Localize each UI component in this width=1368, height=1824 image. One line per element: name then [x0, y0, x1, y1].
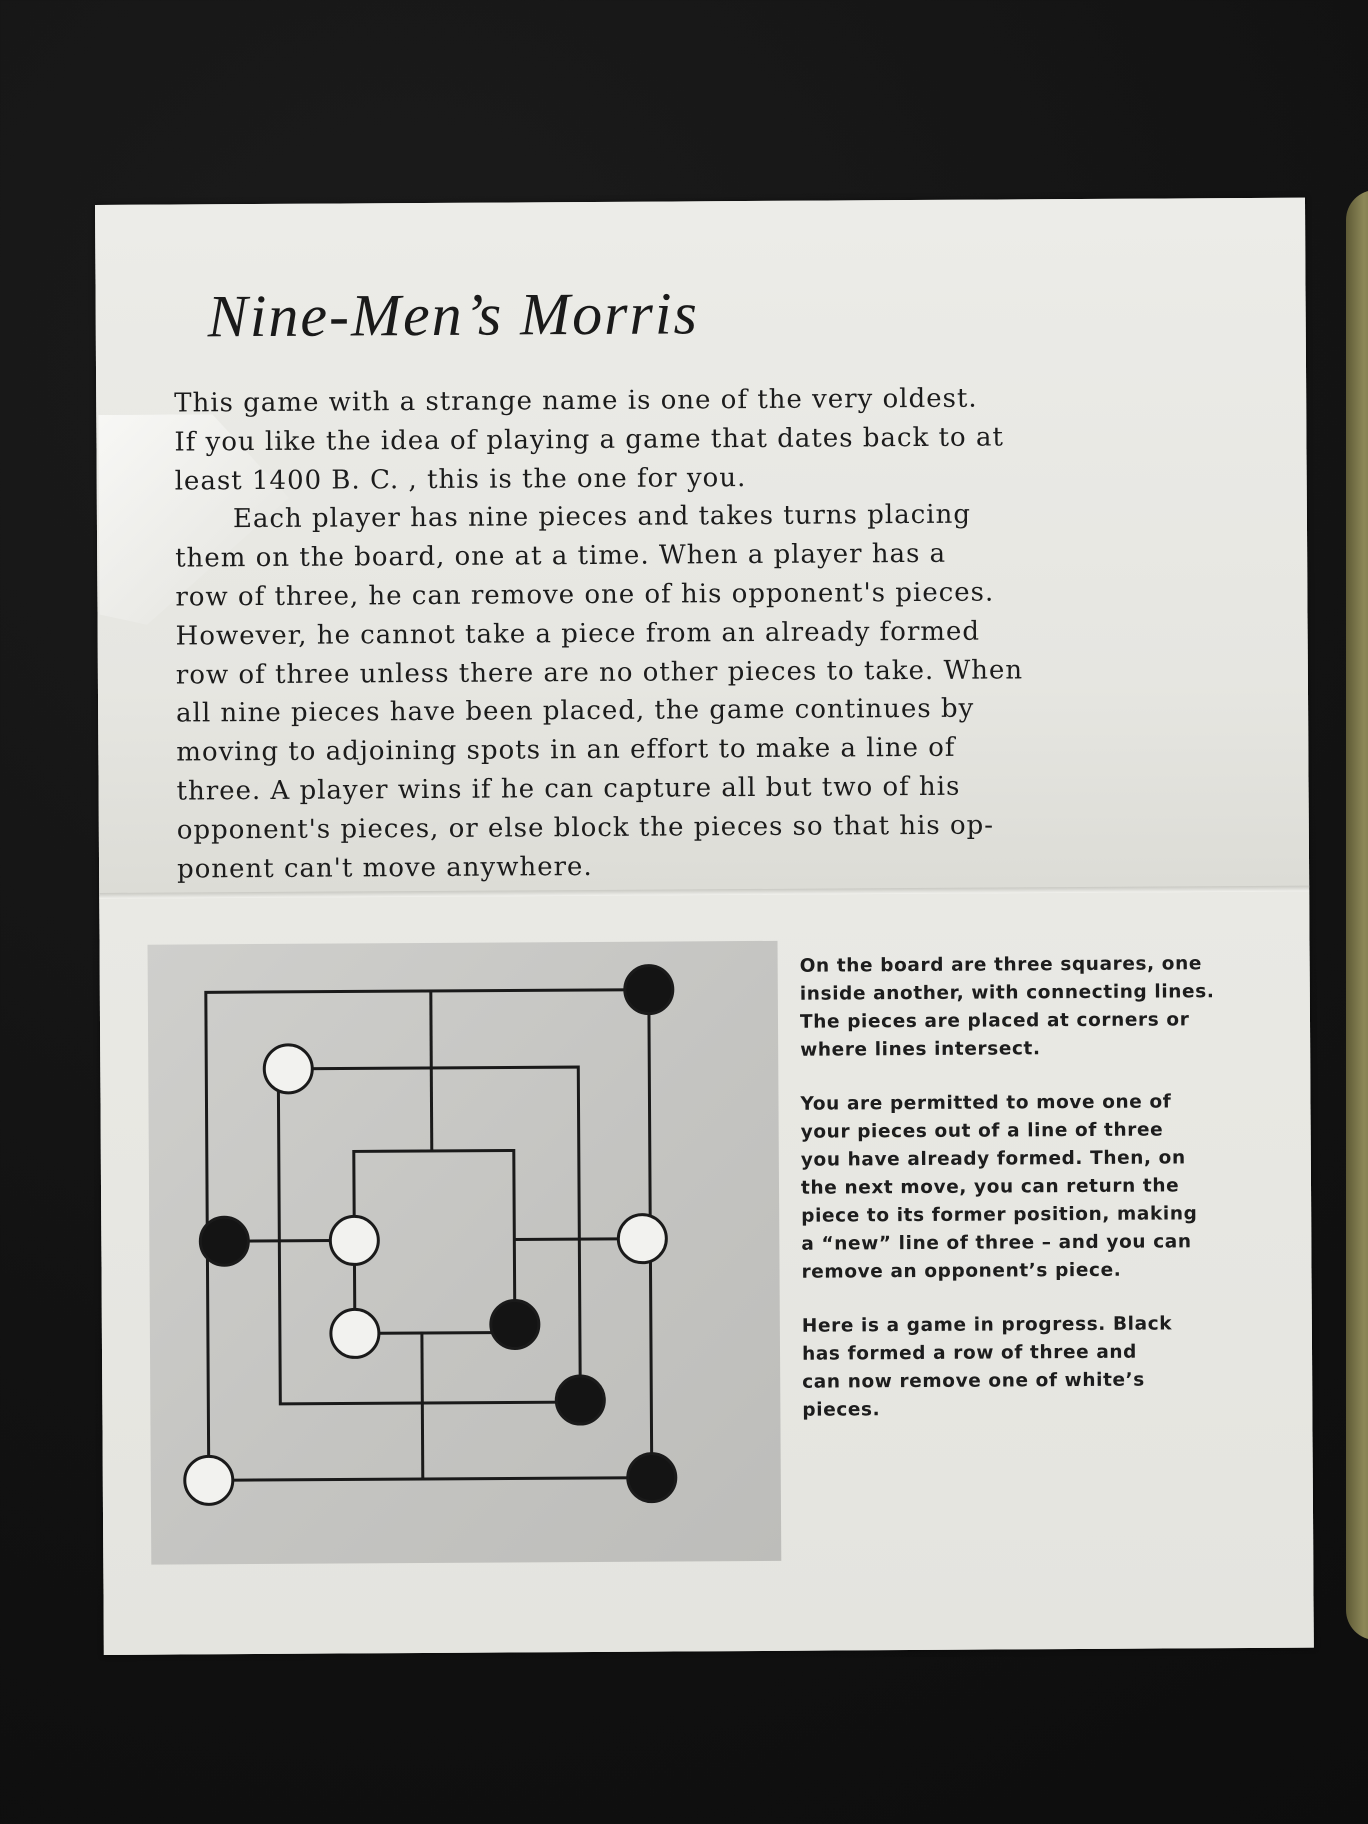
rules-line: However, he cannot take a piece from an already formed	[175, 616, 981, 652]
notes-line: the next move, you can return the	[800, 1175, 1180, 1199]
rules-line: three. A player wins if he can capture all but two of his	[176, 771, 961, 807]
board-svg	[148, 941, 782, 1565]
black-piece[interactable]	[491, 1300, 539, 1348]
rules-line: row of three unless there are no other pieces to take. When	[175, 654, 1024, 691]
rules-line: moving to adjoining spots in an effort to make a line of	[176, 732, 956, 768]
intro-line: If you like the idea of playing a game that dates back to at	[174, 422, 1004, 458]
rules-line: Each player has nine pieces and takes turns placing	[232, 500, 972, 535]
black-piece[interactable]	[556, 1376, 604, 1424]
white-piece[interactable]	[331, 1309, 379, 1357]
white-piece[interactable]	[618, 1215, 666, 1263]
rules-line: all nine pieces have been placed, the game continues by	[176, 694, 975, 729]
board-notes	[800, 950, 1273, 1451]
black-piece[interactable]	[200, 1217, 248, 1265]
intro-text	[174, 379, 1117, 889]
notes-line: The pieces are placed at corners or	[799, 1009, 1190, 1033]
notes-line: inside another, with connecting lines.	[799, 981, 1215, 1005]
white-piece[interactable]	[264, 1045, 312, 1093]
intro-line: least 1400 B. C. , this is the one for you.	[174, 462, 747, 497]
notes-line: remove an opponent’s piece.	[801, 1259, 1122, 1283]
rules-line: row of three, he can remove one of his opponent's pieces.	[175, 577, 995, 613]
notes-line: where lines intersect.	[800, 1038, 1041, 1061]
notes-line: has formed a row of three and	[801, 1341, 1138, 1365]
rules-line: opponent's pieces, or else block the pieces so that his op-	[176, 810, 995, 846]
notes-line: you have already formed. Then, on	[800, 1147, 1186, 1171]
rules-line: ponent can't move anywhere.	[176, 851, 593, 885]
white-piece[interactable]	[185, 1456, 233, 1504]
notes-paragraph	[802, 1310, 1273, 1425]
intro-paragraph	[174, 379, 1115, 501]
notes-line: your pieces out of a line of three	[800, 1119, 1164, 1143]
connector-top	[431, 991, 432, 1151]
board-illustration	[148, 941, 782, 1565]
connector-bottom	[422, 1333, 423, 1479]
intro-line: This game with a strange name is one of the very oldest.	[174, 383, 978, 419]
instruction-sheet	[95, 198, 1314, 1655]
notes-line: piece to its former position, making	[801, 1203, 1198, 1227]
notes-line: On the board are three squares, one	[799, 953, 1203, 977]
notes-line: pieces.	[802, 1399, 881, 1421]
notes-paragraph	[800, 1088, 1271, 1287]
middle-square	[278, 1067, 580, 1404]
notes-paragraph	[800, 950, 1271, 1065]
notes-line: You are permitted to move one of	[800, 1091, 1172, 1115]
notes-line: Here is a game in progress. Black	[801, 1313, 1173, 1337]
adjacent-box-edge	[1346, 190, 1368, 1640]
page-title: Nine-Men’s Morris	[207, 280, 700, 350]
black-piece[interactable]	[625, 965, 673, 1013]
notes-line: can now remove one of white’s	[802, 1369, 1145, 1393]
rules-line: them on the board, one at a time. When a player has a	[175, 538, 947, 574]
white-piece[interactable]	[330, 1216, 378, 1264]
notes-line: a “new” line of three – and you can	[801, 1231, 1192, 1255]
black-piece[interactable]	[628, 1453, 676, 1501]
rules-paragraph	[175, 495, 1117, 889]
